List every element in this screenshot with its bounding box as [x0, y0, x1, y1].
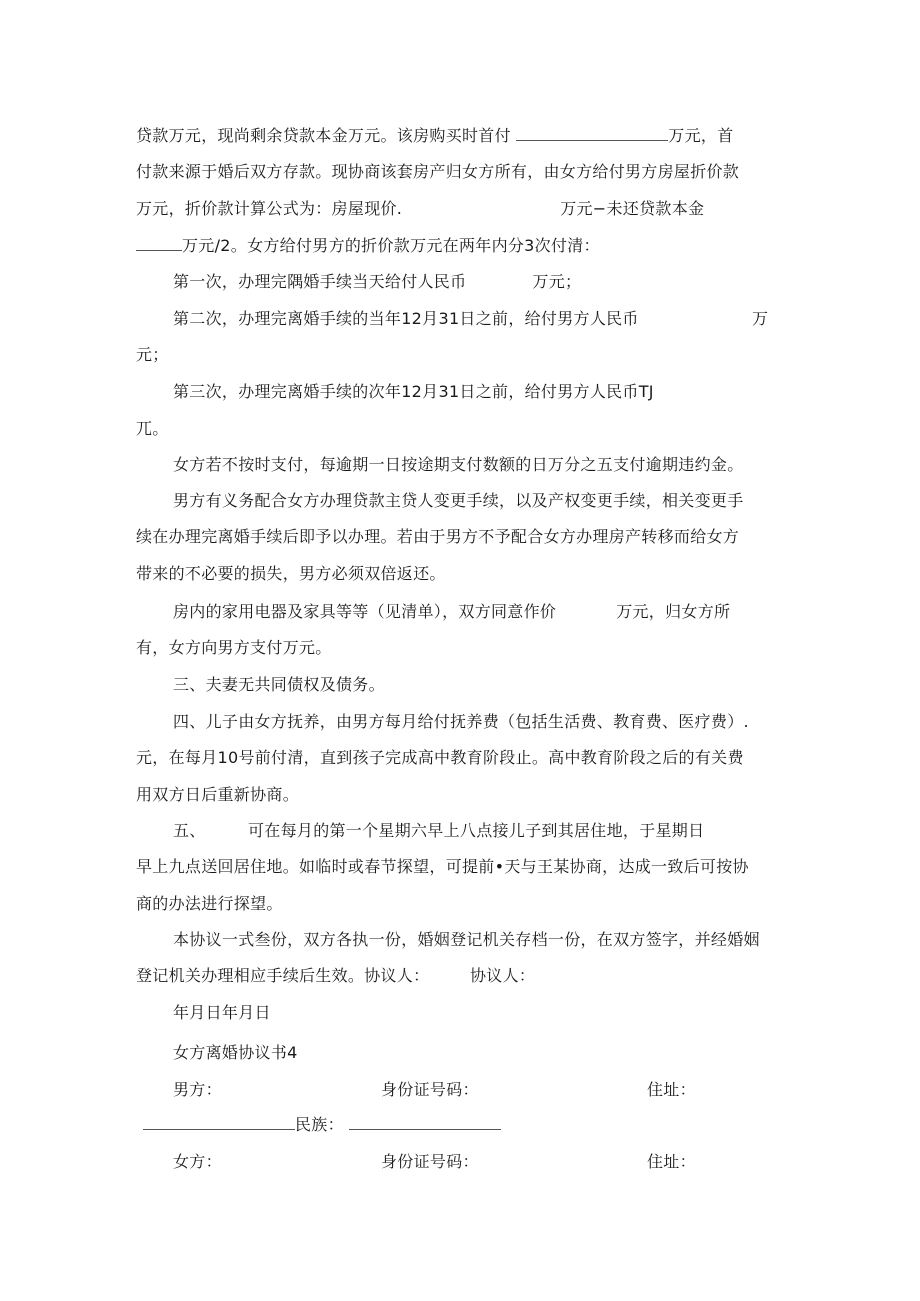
fill-blank: [136, 236, 182, 251]
section-heading: 女方离婚协议书4: [173, 1043, 298, 1062]
female-address-label: 住址：: [647, 1152, 696, 1171]
male-id-label: 身份证号码：: [381, 1080, 479, 1099]
text-line: [136, 126, 734, 146]
text-span: 房内的家用电器及家具等等（见清单），双方同意作价: [173, 602, 557, 621]
text-line: [173, 272, 581, 292]
text-line: 付款来源于婚后双方存款。现协商该套房产归女方所有，由女方给付男方房屋折价款: [136, 162, 740, 181]
fill-blank: [143, 1115, 295, 1130]
text-span: 万元/2。女方给付男方的折价款万元在两年内分3次付清：: [182, 236, 600, 255]
text-line: 元，在每月10号前付清，直到孩子完成高中教育阶段止。高中教育阶段之后的有关费: [136, 748, 744, 767]
female-id-label: 身份证号码：: [381, 1152, 479, 1171]
text-line: 带来的不必要的损失，男方必须双倍返还。: [136, 564, 446, 583]
text-line: 五、: [173, 821, 206, 840]
male-address-label: 住址：: [647, 1080, 696, 1099]
text-line: 商的办法进行探望。: [136, 894, 283, 913]
text-line: 元；: [136, 345, 169, 364]
text-span: 万元，首: [668, 126, 734, 145]
text-line: 女方若不按时支付，每逾期一日按途期支付数额的日万分之五支付逾期违约金。: [173, 455, 744, 474]
text-line: 可在每月的第一个星期六早上八点接儿子到其居住地，于星期日: [248, 821, 705, 840]
text-line: [143, 1115, 501, 1135]
text-line: 协议人：: [470, 966, 536, 985]
text-line: 登记机关办理相应手续后生效。协议人：: [136, 966, 430, 985]
male-label: 男方：: [173, 1080, 222, 1099]
text-span: 万元−未还贷款本金: [560, 199, 705, 218]
text-line: 有，女方向男方支付万元。: [136, 638, 332, 657]
text-line: 兀。: [136, 419, 169, 438]
text-span: 万元，折价款计算公式为：房屋现价.: [136, 199, 403, 218]
text-line: 四、儿子由女方抚养，由男方每月给付抚养费（包括生活费、教育费、医疗费）.: [173, 712, 749, 731]
text-span: 万元；: [532, 272, 582, 291]
fill-blank: [349, 1115, 501, 1130]
text-span: 第一次，办理完隅婚手续当天给付人民币: [173, 272, 467, 291]
text-line: 万: [752, 309, 769, 328]
text-line: 第二次，办理完离婚手续的当年12月31日之前，给付男方人民币: [173, 309, 639, 328]
ethnicity-label: 民族：: [295, 1115, 344, 1134]
text-line: 三、夫妻无共同债权及债务。: [173, 675, 385, 694]
text-span: 贷款万元，现尚剩余贷款本金万元。该房购买时首付: [136, 126, 511, 145]
text-line: 第三次，办理完离婚手续的次年12月31日之前，给付男方人民币TJ: [173, 382, 654, 401]
female-label: 女方：: [173, 1152, 222, 1171]
text-line: 本协议一式叁份，双方各执一份，婚姻登记机关存档一份，在双方签字，并经婚姻: [173, 930, 760, 949]
text-line: 男方有义务配合女方办理贷款主贷人变更手续，以及产权变更手续，相关变更手: [173, 491, 744, 510]
text-line: 用双方日后重新协商。: [136, 785, 300, 804]
text-line: [136, 199, 704, 219]
text-line: 年月日年月日: [173, 1003, 271, 1022]
text-line: 续在办理完离婚手续后即予以办理。若由于男方不予配合女方办理房产转移而给女方: [136, 527, 740, 546]
text-line: 早上九点送回居住地。如临时或春节探望，可提前•天与王某协商，达成一致后可按协: [136, 857, 749, 876]
fill-blank: [516, 126, 668, 141]
text-line: [173, 602, 730, 622]
text-line: [136, 236, 600, 256]
text-span: 万元，归女方所: [616, 602, 731, 621]
